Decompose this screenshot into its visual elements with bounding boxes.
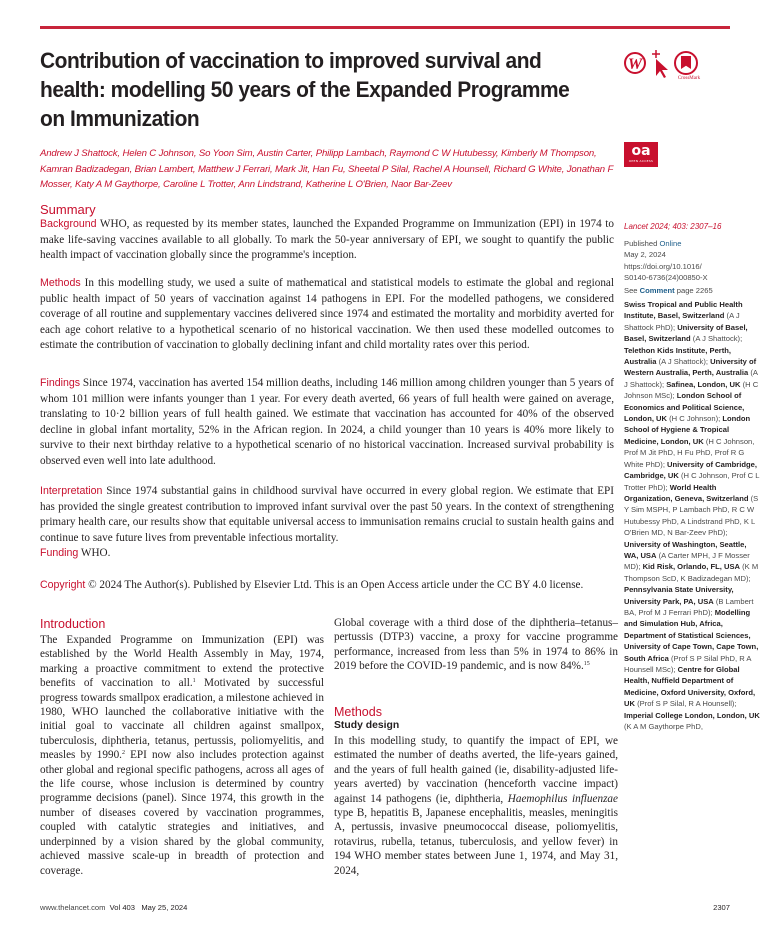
introduction-heading: Introduction [40,617,106,631]
comment-link[interactable]: Comment [639,286,675,295]
affiliation-institution: Modelling and Simulation Hub, Africa, Department of Statistical Sciences, University of Cape Town, Cape Town, South Africa [624,607,759,663]
comment-suffix: page 2265 [674,286,713,295]
affiliation-institution: London School of Economics and Political Science, London, UK [624,391,745,424]
affiliation-institution: University of Basel, Basel, Switzerland [624,322,748,344]
article-badges [624,50,704,90]
affiliation-institution: University of Western Australia, Perth, Australia [624,357,757,378]
doi-line-2[interactable]: S0140-6736(24)00850-X [624,273,708,283]
page-number: 2307 [713,903,730,912]
see-comment [624,285,762,296]
journal-url[interactable]: www.thelancet.com [40,903,106,912]
abstract-interpretation [40,484,614,546]
page-footer [40,903,730,912]
published-online-link[interactable]: Online [659,239,682,248]
affiliations [624,299,762,732]
methods-label: Methods [40,277,81,289]
methods-text-a: In this modelling study, to quantify the impact of EPI, we estimated the number of deaths averted, the life-years gained, and the years of full health gained (ie, disability-adjusted life-years averted) by vaccination (henceforth vaccine impact) against 14 pathogens (ie, diphtheria, [334,735,618,805]
oa-label: oa [631,143,651,159]
affiliation-people: (K A M Gaythorpe PhD, [624,722,703,732]
abstract-copyright [40,578,614,594]
affiliation-institution: Telethon Kids Institute, Perth, Australia [624,345,732,367]
affiliation-institution: Kid Risk, Orlando, FL, USA [642,562,741,572]
summary-heading: Summary [40,202,96,217]
issue-date: May 25, 2024 [141,903,188,912]
affiliation-institution: London School of Hygiene & Tropical Medicine, London, UK [624,414,751,446]
findings-text: Since 1974, vaccination has averted 154 million deaths, including 146 million among children younger than 5 years of whom 101 million were infants younger than 1 year. For every death averted, 66 years of full health were gained on average, translating to 10·2 billion years of full health gained. We estimate that vaccination has accounted for 40% of the observed decline in global infant mortality, 52% in the African region. In 2024, a child younger than 10 years is 40% more likely to survive to their next birthday relative to a hypothetical scenario of no historical vaccination. Increased survival probability is observed even well into late adulthood. [40,377,614,467]
background-label: Background [40,218,97,230]
intro-text-b: Motivated by successful progress towards smallpox eradication, a milestone achieved in 1980, WHO launched the collaborative initiative with the initial goal to vaccinate all children against smallpox, tuberculosis, diphtheria, tetanus, pertussis, poliomyelitis, and measles by 1990. [40,677,325,762]
crossmark-icon[interactable] [674,51,698,75]
methods-heading: Methods [334,705,382,719]
reference-15[interactable]: 15 [583,661,590,668]
reference-1[interactable]: 1 [192,678,196,685]
affiliation-people: (A J Shattock); [656,357,711,367]
introduction-paragraph-2 [334,616,618,674]
affiliation-people: (H C Johnson, Prof C L Trotter PhD); [624,471,760,492]
interpretation-label: Interpretation [40,485,103,497]
methods-text: In this modelling study, we used a suite of mathematical and statistical models to estimate the global and regional public health impact of 50 years of vaccination against 14 pathogens in EPI. For the modelled pathogens, we considered coverage of all routine and supplementary vaccines delivered since 1974 and estimated the mortality and morbidity averted for each age cohort relative to a hypothetical scenario of no historical vaccination. We then used these modelled outcomes to estimate the contribution of vaccination to globally declining infant and child mortality rates over this period. [40,277,614,351]
affiliation-people: (K M Thompson ScD, K Badizadegan MD); [624,562,759,583]
abstract-background [40,217,614,264]
abstract-findings [40,376,614,469]
article-title: Contribution of vaccination to improved survival and health: modelling 50 years of the Expanded Programme on Immunization [40,48,570,131]
affiliation-institution: Imperial College London, London, UK [624,710,760,720]
affiliation-people: (Prof S P Silal, R A Hounsell); [634,699,737,709]
intro-text-c: EPI now also includes protection against other global and regional specific pathogens, across all ages of the life course, whose inclusion is determined by country programme decisions (panel). Since 1974, this growth in the number of diseases covered by vaccination programmes, coupled with catalytic strategies and initiatives, and underpinned by a vision shared by the global community, achieved massive scale-up in breadth of protection and coverage. [40,749,324,877]
affiliation-people: (A J Shattock PhD); [624,311,740,332]
oa-sublabel: OPEN ACCESS [628,159,654,163]
affiliation-institution: World Health Organization, Geneva, Switzerland [624,482,749,503]
published-date: May 2, 2024 [624,250,666,260]
affiliation-institution: Centre for Global Health, Nuffield Department of Medicine, Oxford University, Oxford, UK [624,665,756,709]
affiliation-people: (A Carter MPH, J F Mosser MD); [624,550,750,572]
comment-prefix: See [624,286,640,295]
affiliation-people: (H C Johnson); [667,414,723,424]
author-list: Andrew J Shattock, Helen C Johnson, So Yoon Sim, Austin Carter, Philipp Lambach, Raymond C W Hutubessy, Kimberly M Thompson, Kamran Badizadegan, Brian Lambert, Matthew J Ferrari, Mark Jit, Han Fu, Sheetal P Silal, Rachel A Hounsell, Richard G White, Jonathan F Mosser, Katy A M Gaythorpe, Caroline L Trotter, Ann Lindstrand, Katherine L O'Brien, Naor Bar-Zeev [40,148,614,190]
affiliation-people: (H C Johnson MSc); [624,379,759,401]
crossmark-label: CrossMark [677,76,701,81]
affiliation-institution: Pennsylvania State University, University Park, PA, USA [624,585,734,606]
methods-paragraph [334,734,618,878]
affiliation-people: (H C Johnson, Prof M Jit PhD, H Fu PhD, Prof R G White PhD); [624,436,755,469]
doi-line-1[interactable]: https://doi.org/10.1016/ [624,261,702,271]
affiliation-institution: Safinea, London, UK [666,379,741,389]
abstract-methods [40,276,614,354]
open-access-badge [624,142,658,167]
affiliation-institution: University of Cambridge, Cambridge, UK [624,459,757,481]
affiliation-institution: University of Washington, Seattle, WA, USA [624,539,747,560]
abstract-funding [40,546,614,562]
citation: Lancet 2024; 403: 2307–16 [624,222,722,231]
interpretation-text: Since 1974 substantial gains in childhood survival have occurred in every global region. We estimate that EPI has provided the single greatest contribution to improved infant survival over the past 50 years. In the context of strengthening primary health care, our results show that equitable universal access to immunisation remains crucial to sustain health gains and continue to save future lives from preventable infectious mortality. [40,485,614,544]
header-rule [40,26,730,29]
copyright-label: Copyright [40,579,86,591]
published-prefix: Published [624,239,660,248]
intro-text-a: The Expanded Programme on Immunization (EPI) was established by the World Health Assembly in May, 1974, marking a proactive commitment to extend the protective benefits of vaccination to all. [40,634,324,690]
methods-text-italic: Haemophilus influenzae [507,792,618,805]
publication-info [624,238,762,284]
study-design-heading: Study design [334,720,400,731]
affiliation-people: (A J Shattock); [624,368,758,389]
w-circle-icon[interactable]: W [624,52,646,74]
affiliation-people: (A J Shattock); [690,334,743,344]
funding-label: Funding [40,547,79,559]
copyright-text: © 2024 The Author(s). Published by Elsevier Ltd. This is an Open Access article under the CC BY 4.0 license. [85,579,584,591]
methods-text-b: type B, hepatitis B, Japanese encephalitis, measles, meningitis A, pertussis, invasive pneumococcal disease, poliomyelitis, rotavirus, rubella, tetanus, tuberculosis, and yellow fever) in 194 WHO member states between June 1, 1974, and May 31, 2024, [334,807,618,877]
affiliation-people: (B Lambert BA, Prof M J Ferrari PhD); [624,596,754,617]
cursor-icon[interactable] [650,50,670,80]
findings-label: Findings [40,377,81,389]
intro-p2-text: Global coverage with a third dose of the diphtheria–tetanus–pertussis (DTP3) vaccine, a proxy for vaccine programme performance, increased from less than 5% in 1974 to 86% in 2019 before the COVID-19 pandemic, and is now 84%. [334,617,618,673]
introduction-paragraph [40,633,324,878]
affiliation-people: (Prof S P Silal PhD, R A Hounsell MSc); [624,653,752,674]
reference-2[interactable]: 2 [121,750,125,757]
funding-text: WHO. [78,547,111,559]
affiliation-institution: Swiss Tropical and Public Health Institute, Basel, Switzerland [624,300,743,321]
volume: Vol 403 [109,903,135,912]
affiliation-people: (S Y Sim MSPH, P Lambach PhD, R C W Hutubessy PhD, A Lindstrand PhD, K L O'Brien MD, N Bar-Zeev PhD); [624,493,759,538]
background-text: WHO, as requested by its member states, launched the Expanded Programme on Immunization (EPI) in 1974 to make life-saving vaccines available to all globally. To mark the 50-year anniversary of EPI, we sought to quantify the public health impact of vaccination globally since the programme's inception. [40,218,614,261]
